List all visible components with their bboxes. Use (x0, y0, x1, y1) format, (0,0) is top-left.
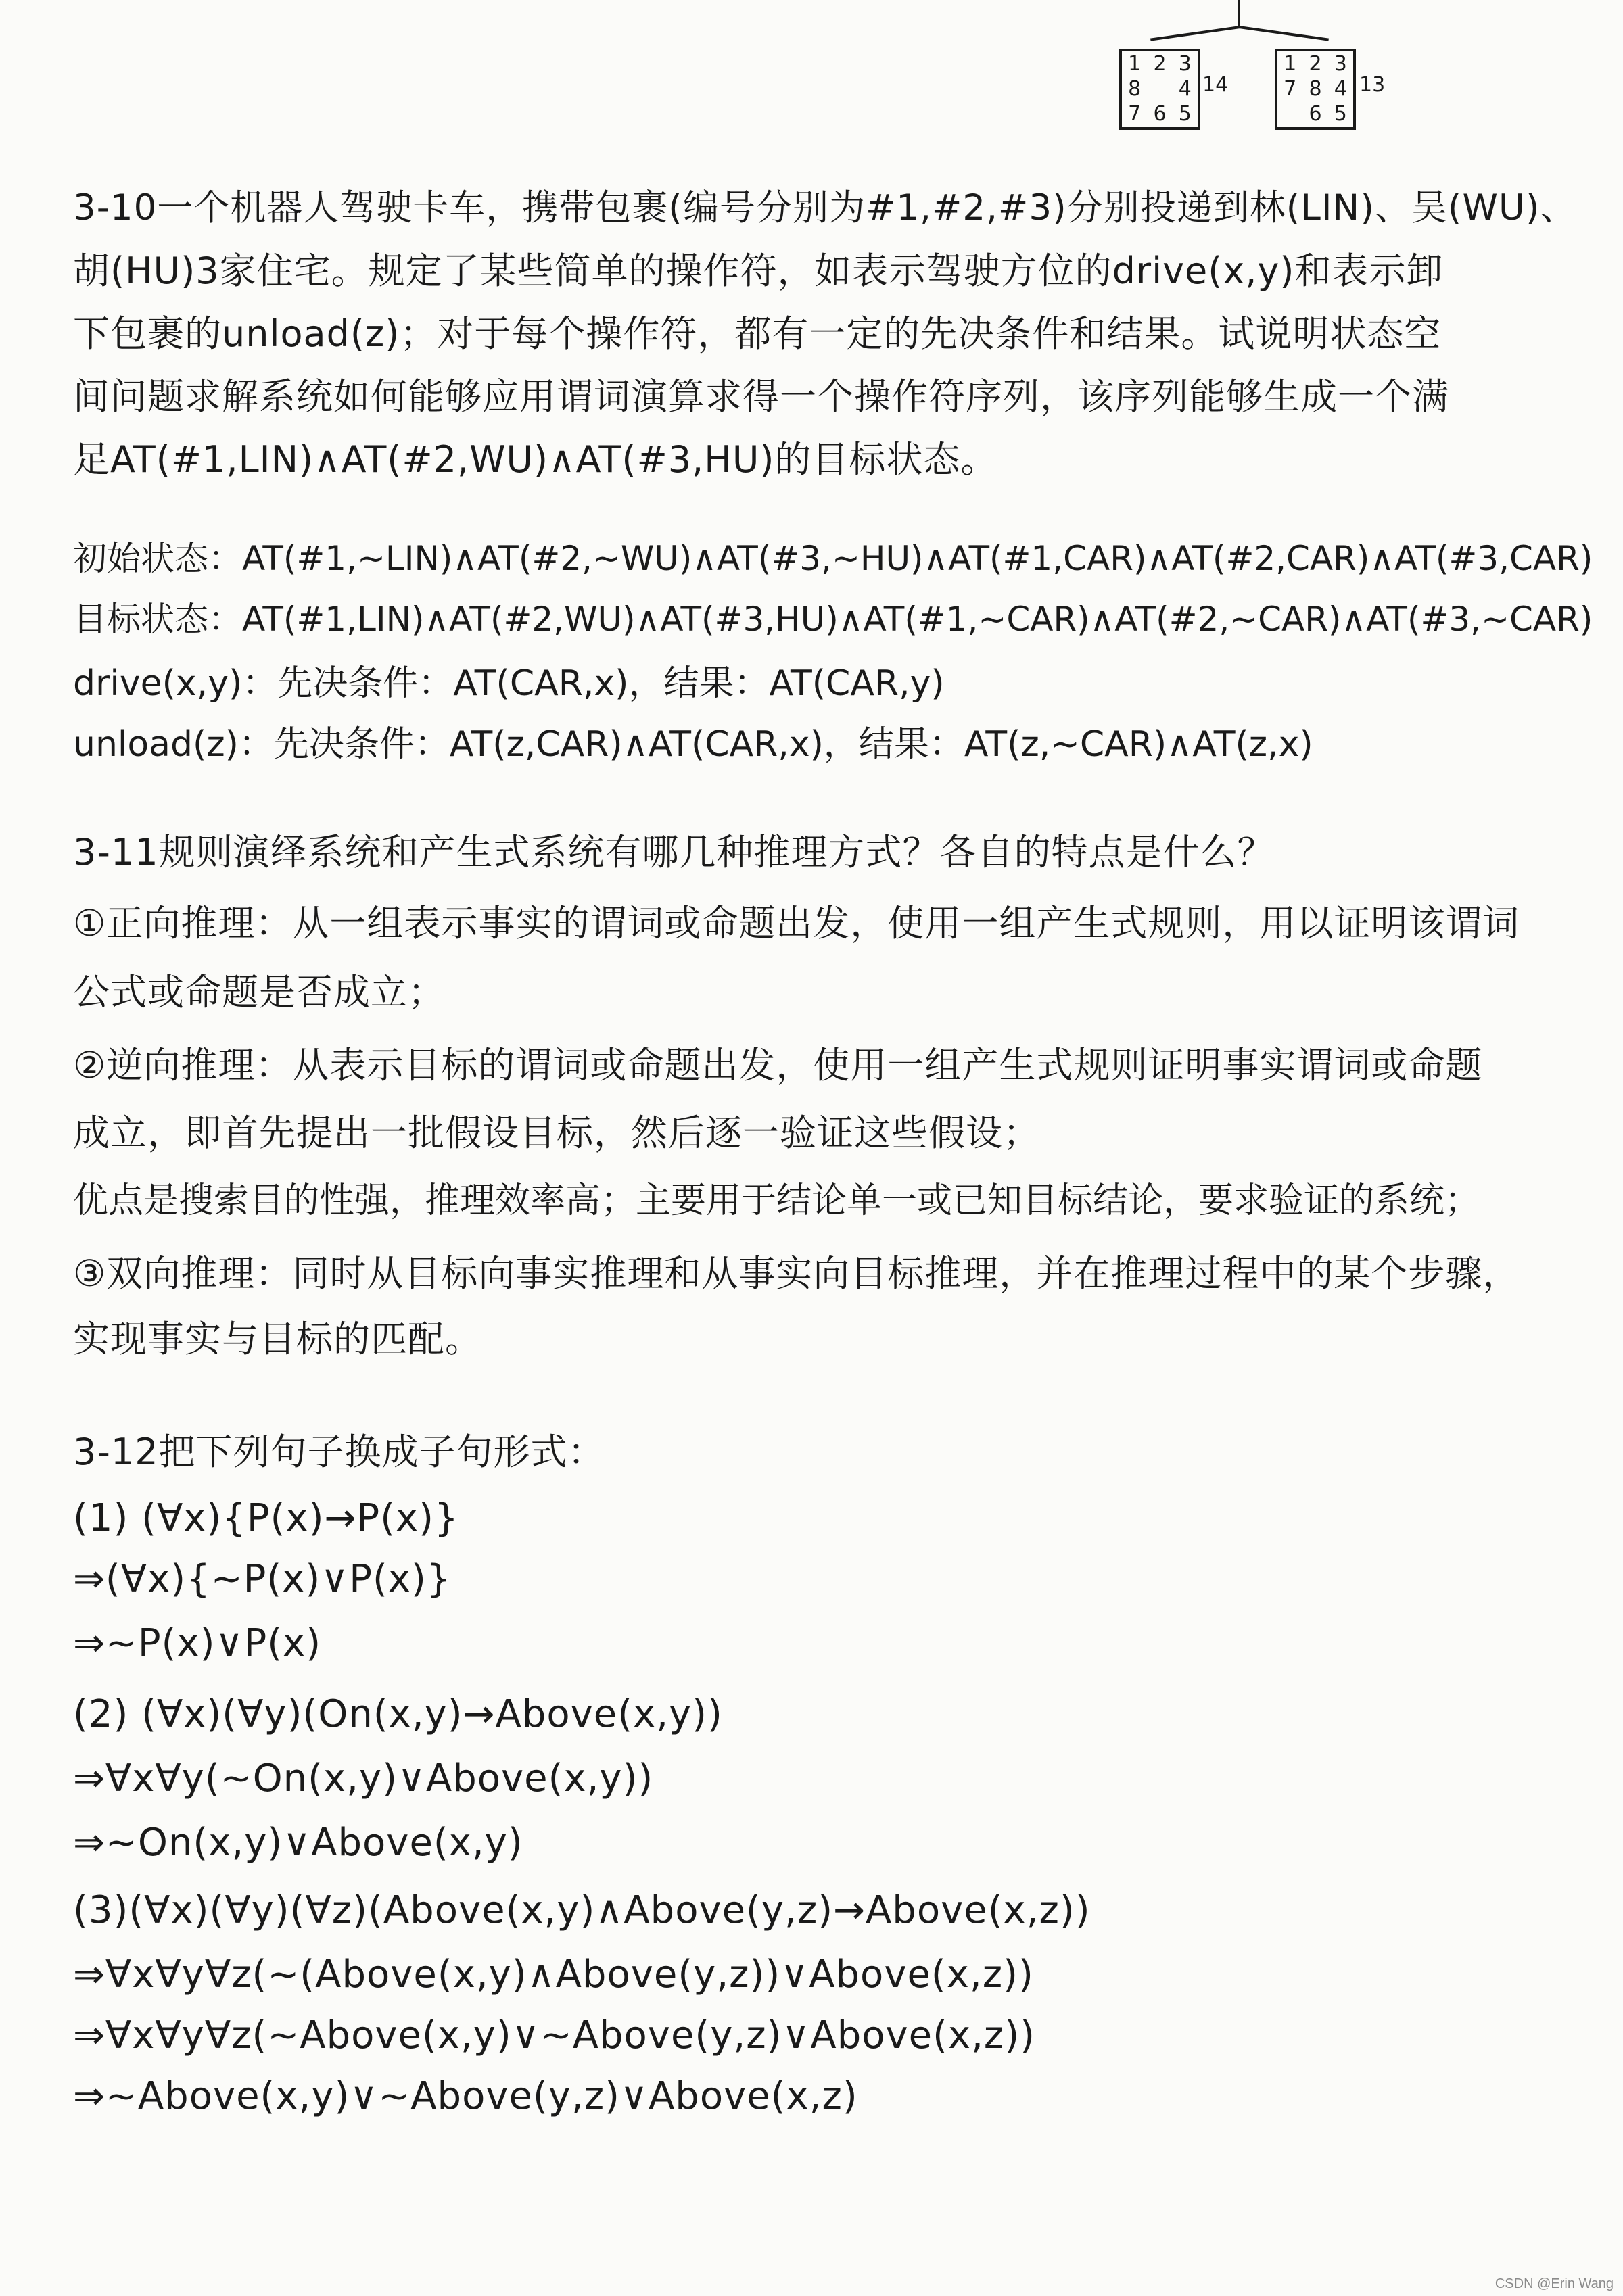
board-cell (1147, 76, 1172, 101)
board-cell: 6 (1153, 102, 1167, 126)
clause-step: ⇒∀x∀y∀z(~Above(x,y)∨~Above(y,z)∨Above(x,z)) (73, 2013, 1036, 2057)
initial-state-line: 初始状态：AT(#1,~LIN)∧AT(#2,~WU)∧AT(#3,~HU)∧AT(#1,CAR)∧AT(#2,CAR)∧AT(#3,CAR) (73, 539, 1593, 578)
question-3-11-line: ③双向推理：同时从目标向事实推理和从事实向目标推理，并在推理过程中的某个步骤， (73, 1252, 1520, 1295)
board-cell: 6 (1309, 102, 1322, 126)
clause-step: (3)(∀x)(∀y)(∀z)(Above(x,y)∧Above(y,z)→Above(x,z)) (73, 1888, 1091, 1932)
board-cell: 7 (1284, 76, 1297, 101)
clause-step: (2) (∀x)(∀y)(On(x,y)→Above(x,y)) (73, 1692, 723, 1736)
board-cell: 2 (1153, 51, 1167, 76)
question-3-11-line: 成立，即首先提出一批假设目标，然后逐一验证这些假设； (73, 1111, 1040, 1154)
tree-right-branch (1239, 26, 1329, 41)
board-cell: 8 (1128, 76, 1142, 101)
board-cell: 1 (1128, 51, 1142, 76)
question-3-11-line: 实现事实与目标的匹配。 (73, 1318, 482, 1360)
puzzle-board-2-score: 13 (1359, 73, 1386, 97)
clause-step: ⇒~Above(x,y)∨~Above(y,z)∨Above(x,z) (73, 2074, 858, 2118)
question-3-10-line-4: 间问题求解系统如何能够应用谓词演算求得一个操作符序列，该序列能够生成一个满 (73, 375, 1449, 418)
board-cell: 5 (1334, 102, 1347, 126)
clause-step: ⇒∀x∀y(~On(x,y)∨Above(x,y)) (73, 1756, 654, 1800)
board-cell: 5 (1178, 102, 1192, 126)
board-cell: 3 (1334, 51, 1347, 76)
drive-operator-line: drive(x,y)：先决条件：AT(CAR,x)，结果：AT(CAR,y) (73, 663, 945, 704)
board-cell: 4 (1334, 76, 1347, 101)
question-3-10-line-5: 足AT(#1,LIN)∧AT(#2,WU)∧AT(#3,HU)的目标状态。 (73, 438, 998, 481)
board-cell: 3 (1178, 51, 1192, 76)
question-3-11-line: ①正向推理：从一组表示事实的谓词或命题出发，使用一组产生式规则，用以证明该谓词 (73, 902, 1520, 944)
puzzle-board-1 (1119, 49, 1200, 130)
clause-step: ⇒~P(x)∨P(x) (73, 1621, 322, 1665)
question-3-11-title: 3-11规则演绎系统和产生式系统有哪几种推理方式？各自的特点是什么？ (73, 831, 1275, 874)
question-3-11-line: 优点是搜索目的性强，推理效率高；主要用于结论单一或已知目标结论，要求验证的系统； (73, 1180, 1480, 1221)
board-cell: 1 (1284, 51, 1297, 76)
clause-step: ⇒∀x∀y∀z(~(Above(x,y)∧Above(y,z))∨Above(x,z)) (73, 1953, 1034, 1996)
board-cell: 4 (1178, 76, 1192, 101)
tree-left-branch (1150, 26, 1240, 41)
board-cell: 7 (1128, 102, 1142, 126)
question-3-10-line-3: 下包裹的unload(z)；对于每个操作符，都有一定的先决条件和结果。试说明状态空 (73, 312, 1442, 355)
question-3-11-line: 公式或命题是否成立； (73, 971, 445, 1013)
clause-step: (1) (∀x){P(x)→P(x)} (73, 1496, 459, 1540)
board-cell (1277, 102, 1302, 127)
unload-operator-line: unload(z)：先决条件：AT(z,CAR)∧AT(CAR,x)，结果：AT(z,~CAR)∧AT(z,x) (73, 724, 1313, 765)
clause-step: ⇒~On(x,y)∨Above(x,y) (73, 1821, 523, 1865)
csdn-watermark: CSDN @Erin Wang (1495, 2276, 1614, 2291)
question-3-10-line-1: 3-10一个机器人驾驶卡车，携带包裹(编号分别为#1,#2,#3)分别投递到林(LIN)、吴(WU)、 (73, 187, 1577, 229)
puzzle-board-2 (1275, 49, 1356, 130)
board-cell: 2 (1309, 51, 1322, 76)
goal-state-line: 目标状态：AT(#1,LIN)∧AT(#2,WU)∧AT(#3,HU)∧AT(#1,~CAR)∧AT(#2,~CAR)∧AT(#3,~CAR) (73, 600, 1593, 639)
question-3-10-line-2: 胡(HU)3家住宅。规定了某些简单的操作符，如表示驾驶方位的drive(x,y)和表示卸 (73, 249, 1444, 292)
clause-step: ⇒(∀x){~P(x)∨P(x)} (73, 1557, 452, 1601)
question-3-12-title: 3-12把下列句子换成子句形式： (73, 1431, 605, 1473)
board-cell: 8 (1309, 76, 1322, 101)
puzzle-board-1-score: 14 (1202, 73, 1229, 97)
tree-trunk-line (1238, 0, 1240, 27)
question-3-11-line: ②逆向推理：从表示目标的谓词或命题出发，使用一组产生式规则证明事实谓词或命题 (73, 1044, 1483, 1086)
